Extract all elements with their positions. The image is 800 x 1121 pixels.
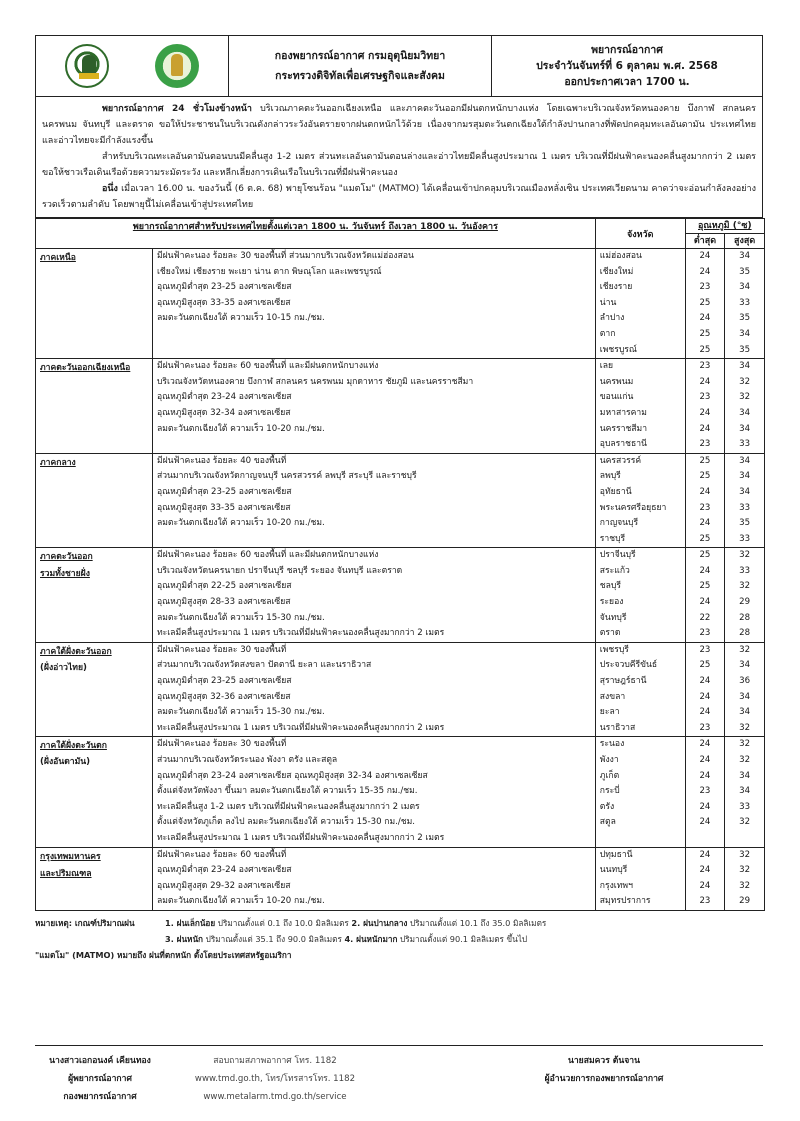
province-name: เชียงใหม่	[599, 266, 634, 277]
province-name: กรุงเทพฯ	[599, 880, 633, 891]
province-list	[595, 642, 685, 737]
forecaster-role: ผู้พยากรณ์อากาศ	[68, 1074, 132, 1084]
max-temp: 28	[739, 628, 751, 639]
description-line: ลมตะวันตกเฉียงใต้ ความเร็ว 15-30 กม./ชม.	[156, 612, 325, 623]
min-temp: 23	[699, 896, 711, 907]
min-temp: 23	[699, 439, 711, 450]
province-name: ภูเก็ต	[599, 770, 620, 781]
province-list	[595, 453, 685, 548]
description-line: บริเวณจังหวัดนครนายก ปราจีนบุรี ชลบุรี ระยอง จันทบุรี และตราด	[156, 565, 403, 576]
min-temp: 24	[699, 865, 711, 876]
summary-paragraph-2: สำหรับบริเวณทะเลอันดามันตอนบนมีคลื่นสูง 1-2 เมตร ส่วนทะเลอันดามันตอนล่างและอ่าวไทยมีคลื่นสูงประมาณ 1 เมตร บริเวณที่มีฝนฟ้าคะนองคลื่นสูงมากกว่า 2 เมตร ขอให้ชาวเรือเดินเรือด้วยความระมัดระวัง และหลีกเลี่ยงการเดินเรือในบริเวณที่มีฝนฟ้าคะนอง	[42, 152, 756, 178]
forecaster-department: กองพยากรณ์อากาศ	[63, 1092, 137, 1102]
province-name: ระยอง	[599, 597, 624, 608]
min-temp: 24	[699, 817, 711, 828]
max-temp: 34	[739, 251, 751, 261]
description-line: ส่วนมากบริเวณจังหวัดระนอง พังงา ตรัง และสตูล	[156, 755, 338, 765]
description-line: ลมตะวันตกเฉียงใต้ ความเร็ว 10-20 กม./ชม.	[156, 423, 325, 434]
min-temp: 24	[699, 801, 711, 812]
description-line: อุณหภูมิต่ำสุด 23-25 องศาเซลเซียส	[156, 676, 292, 687]
max-temp: 33	[739, 565, 751, 576]
min-temp: 24	[699, 423, 711, 434]
max-temp: 34	[739, 328, 751, 339]
min-temp: 25	[699, 344, 711, 355]
description-line: ลมตะวันตกเฉียงใต้ ความเร็ว 10-20 กม./ชม.	[156, 518, 325, 529]
description-line: ส่วนมากบริเวณจังหวัดสงขลา ปัตตานี ยะลา และนราธิวาส	[156, 660, 372, 671]
max-temp: 34	[739, 282, 751, 293]
min-temp-list	[685, 359, 725, 454]
min-temp-list	[685, 642, 725, 737]
province-name: ขอนแก่น	[599, 392, 634, 403]
max-temp: 34	[739, 455, 751, 466]
min-temp: 25	[699, 581, 711, 592]
min-temp: 24	[699, 707, 711, 718]
logos-cell	[36, 36, 229, 96]
region-row	[36, 359, 765, 454]
description-line: มีฝนฟ้าคะนอง ร้อยละ 60 ของพื้นที่ และมีฝนตกหนักบางแห่ง	[156, 550, 379, 561]
min-temp: 24	[699, 755, 711, 765]
min-temp: 24	[699, 597, 711, 608]
province-name: สระแก้ว	[599, 565, 630, 576]
province-name: มหาสารคาม	[599, 407, 647, 418]
max-temp: 34	[739, 486, 751, 497]
province-name: นครพนม	[599, 376, 634, 387]
province-name: ปราจีนบุรี	[599, 550, 636, 561]
region-name: ภาคตะวันออก	[40, 552, 93, 563]
region-subtitle: (ฝั่งอ่าวไทย)	[40, 662, 87, 673]
contact-info	[165, 1052, 385, 1106]
region-name: ภาคตะวันออกเฉียงเหนือ	[40, 363, 131, 374]
min-temp: 23	[699, 644, 711, 655]
min-temp: 25	[699, 533, 711, 544]
region-name: ภาคเหนือ	[40, 253, 76, 263]
min-temp: 24	[699, 880, 711, 891]
max-temp: 32	[739, 849, 751, 860]
summary-paragraph-3	[42, 181, 756, 213]
min-temp: 24	[699, 691, 711, 702]
description-line: ตั้งแต่จังหวัดภูเก็ต ลงไป ลมตะวันตกเฉียงใต้ ความเร็ว 15-30 กม./ชม.	[156, 817, 416, 828]
description-line: ลมตะวันตกเฉียงใต้ ความเร็ว 10-15 กม./ชม.	[156, 313, 325, 324]
forecast-summary	[35, 97, 763, 218]
max-temp: 35	[739, 518, 751, 529]
max-temp: 34	[739, 471, 751, 482]
max-temp: 34	[739, 707, 751, 718]
description-line: ทะเลมีคลื่นสูงประมาณ 1 เมตร บริเวณที่มีฝนฟ้าคะนองคลื่นสูงมากกว่า 2 เมตร	[156, 722, 445, 733]
max-temp-list	[725, 453, 765, 548]
min-temp: 24	[699, 770, 711, 781]
max-temp-list	[725, 642, 765, 737]
summary-text: บริเวณภาคตะวันออกเฉียงเหนือ และภาคตะวันออกมีฝนตกหนักบางแห่ง โดยเฉพาะบริเวณจังหวัดหนองคาย บึงกาฬ สกลนคร นครพนม จันทบุรี และตราด ขอให้ประชาชนในบริเวณดังกล่าวระวังอันตรายจากฝนตกหนักไว้ด้วย เนื่องจากมรสุมตะวันตกเฉียงใต้กำลังปานกลางที่พัดปกคลุมทะเลอันดามัน ประเทศไทย และอ่าวไทยจะมีกำลังแรงขึ้น	[42, 104, 756, 146]
min-temp: 24	[699, 251, 711, 261]
min-temp: 24	[699, 518, 711, 529]
min-temp: 25	[699, 550, 711, 561]
max-temp: 28	[739, 612, 751, 623]
regional-forecast-table	[35, 218, 765, 911]
region-subtitle: รวมทั้งชายฝั่ง	[40, 569, 90, 580]
document-footer	[35, 1045, 763, 1106]
region-row	[36, 453, 765, 548]
description-line: อุณหภูมิสูงสุด 32-36 องศาเซลเซียส	[156, 691, 291, 702]
max-temp: 34	[739, 660, 751, 671]
region-row	[36, 548, 765, 643]
province-name: กาญจนบุรี	[599, 518, 639, 529]
min-temp: 25	[699, 660, 711, 671]
province-name: อุทัยธานี	[599, 486, 632, 497]
province-name: นราธิวาส	[599, 722, 636, 733]
region-description	[152, 359, 595, 454]
min-temp: 23	[699, 361, 711, 372]
max-temp: 35	[739, 266, 751, 277]
min-temp: 25	[699, 455, 711, 466]
description-line: ตั้งแต่จังหวัดพังงา ขึ้นมา ลมตะวันตกเฉียงใต้ ความเร็ว 15-35 กม./ชม.	[156, 786, 418, 797]
province-name: ประจวบคีรีขันธ์	[599, 660, 658, 671]
notes-label: หมายเหตุ: เกณฑ์ปริมาณฝน	[35, 917, 135, 928]
region-name-cell	[36, 548, 153, 643]
min-temp-list	[685, 737, 725, 847]
table-heading: พยากรณ์อากาศสำหรับประเทศไทยตั้งแต่เวลา 1800 น. วันจันทร์ ถึงเวลา 1800 น. วันอังคาร	[36, 219, 596, 249]
max-temp: 36	[739, 676, 751, 687]
max-temp: 34	[739, 786, 751, 797]
description-line: อุณหภูมิต่ำสุด 23-25 องศาเซลเซียส	[156, 282, 292, 293]
description-line: บริเวณจังหวัดหนองคาย บึงกาฬ สกลนคร นครพนม มุกดาหาร ชัยภูมิ และนครราชสีมา	[156, 376, 474, 387]
description-line: มีฝนฟ้าคะนอง ร้อยละ 30 ของพื้นที่	[156, 644, 287, 655]
min-temp: 24	[699, 676, 711, 687]
description-line: ลมตะวันตกเฉียงใต้ ความเร็ว 15-30 กม./ชม.	[156, 707, 325, 718]
min-temp: 24	[699, 739, 711, 750]
region-subtitle: (ฝั่งอันดามัน)	[40, 757, 91, 768]
description-line: อุณหภูมิสูงสุด 33-35 องศาเซลเซียส	[156, 297, 291, 308]
min-temp-list	[685, 548, 725, 643]
max-temp: 34	[739, 407, 751, 418]
region-name-cell	[36, 737, 153, 847]
province-list	[595, 359, 685, 454]
min-temp: 23	[699, 392, 711, 403]
description-line: อุณหภูมิต่ำสุด 22-25 องศาเซลเซียส	[156, 581, 292, 592]
region-name-cell	[36, 359, 153, 454]
province-name: สตูล	[599, 817, 616, 828]
province-list	[595, 548, 685, 643]
region-name-cell	[36, 642, 153, 737]
ministry-logo	[155, 44, 199, 88]
province-name: ลำปาง	[599, 313, 625, 324]
department-name: กองพยากรณ์อากาศ กรมอุตุนิยมวิทยา	[274, 50, 446, 62]
province-list	[595, 847, 685, 910]
description-line: อุณหภูมิสูงสุด 33-35 องศาเซลเซียส	[156, 502, 291, 513]
max-temp: 33	[739, 502, 751, 513]
region-name: ภาคใต้ฝั่งตะวันออก	[40, 646, 112, 657]
max-temp-list	[725, 359, 765, 454]
province-name: เลย	[599, 361, 614, 372]
province-name: ปทุมธานี	[599, 849, 633, 860]
max-temp: 29	[739, 597, 751, 608]
province-name: ระนอง	[599, 739, 625, 750]
max-temp: 32	[739, 865, 751, 876]
description-line: ทะเลมีคลื่นสูงประมาณ 1 เมตร บริเวณที่มีฝนฟ้าคะนองคลื่นสูงมากกว่า 2 เมตร	[156, 832, 445, 843]
province-name: กระบี่	[599, 786, 620, 797]
description-line: มีฝนฟ้าคะนอง ร้อยละ 30 ของพื้นที่	[156, 739, 287, 750]
province-name: นนทบุรี	[599, 865, 628, 876]
max-temp: 32	[739, 376, 751, 387]
max-temp-list	[725, 737, 765, 847]
description-line: ทะเลมีคลื่นสูงประมาณ 1 เมตร บริเวณที่มีฝนฟ้าคะนองคลื่นสูงมากกว่า 2 เมตร	[156, 628, 445, 639]
description-line: เชียงใหม่ เชียงราย พะเยา น่าน ตาก พิษณุโลก และเพชรบูรณ์	[156, 266, 382, 277]
min-temp: 23	[699, 628, 711, 639]
province-name: ตรัง	[599, 801, 615, 812]
region-name-cell	[36, 847, 153, 910]
contact-phone: สอบถามสภาพอากาศ โทร. 1182	[213, 1056, 337, 1066]
forecast-date: ประจำวันจันทร์ที่ 6 ตุลาคม พ.ศ. 2568	[536, 60, 718, 72]
min-temp-list	[685, 453, 725, 548]
max-temp: 29	[739, 896, 751, 907]
min-temp: 25	[699, 328, 711, 339]
min-temp: 24	[699, 313, 711, 324]
region-row	[36, 847, 765, 910]
description-line: อุณหภูมิสูงสุด 28-33 องศาเซลเซียส	[156, 597, 291, 608]
description-line: ทะเลมีคลื่นสูง 1-2 เมตร บริเวณที่มีฝนฟ้าคะนองคลื่นสูงมากกว่า 2 เมตร	[156, 801, 420, 812]
ministry-name: กระทรวงดิจิทัลเพื่อเศรษฐกิจและสังคม	[275, 70, 445, 82]
description-line: อุณหภูมิสูงสุด 32-34 องศาเซลเซียส	[156, 407, 291, 418]
max-temp: 33	[739, 439, 751, 450]
description-line: ลมตะวันตกเฉียงใต้ ความเร็ว 10-20 กม./ชม.	[156, 896, 325, 907]
contact-website-link[interactable]: www.tmd.go.th, โทร/โทรสารโทร. 1182	[194, 1074, 356, 1084]
min-temp: 24	[699, 565, 711, 576]
min-column-header: ต่ำสุด	[685, 234, 725, 249]
region-description	[152, 642, 595, 737]
forecaster-signature	[35, 1052, 165, 1106]
province-list	[595, 737, 685, 847]
max-temp: 32	[739, 581, 751, 592]
min-temp: 22	[699, 612, 711, 623]
min-temp-list	[685, 249, 725, 359]
forecast-title-cell	[492, 36, 762, 96]
max-temp: 32	[739, 739, 751, 750]
region-name-cell	[36, 249, 153, 359]
summary-heading: พยากรณ์อากาศ 24 ชั่วโมงข้างหน้า	[102, 104, 252, 114]
issue-time: ออกประกาศเวลา 1700 น.	[564, 76, 690, 88]
max-temp: 32	[739, 392, 751, 403]
province-name: ตราด	[599, 628, 621, 639]
province-name: สงขลา	[599, 691, 626, 702]
max-temp: 32	[739, 880, 751, 891]
summary-note-text: เมื่อเวลา 16.00 น. ของวันนี้ (6 ต.ค. 68) พายุโซนร้อน "แมตโม" (MATMO) ได้เคลื่อนเข้าปกคลุมบริเวณเมืองหลั่งเซิน ประเทศเวียดนาม คาดว่าจะอ่อนกำลังลงอย่างรวดเร็วตามลำดับ โดยพายุนี้ไม่เคลื่อนเข้าสู่ประเทศไทย	[42, 184, 756, 210]
rain-criteria-line-2: 3. ฝนหนัก ปริมาณตั้งแต่ 35.1 ถึง 90.0 มิลลิเมตร 4. ฝนหนักมาก ปริมาณตั้งแต่ 90.1 มิลลิเมตร ขึ้นไป	[165, 933, 528, 944]
min-temp-list	[685, 847, 725, 910]
province-name: ลพบุรี	[599, 471, 621, 482]
province-name: อุบลราชธานี	[599, 439, 647, 450]
storm-name-note: "แมตโม" (MATMO) หมายถึง ฝนที่ตกหนัก ตั้งโดยประเทศสหรัฐอเมริกา	[35, 949, 292, 960]
region-row	[36, 249, 765, 359]
province-name: นครราชสีมา	[599, 423, 648, 434]
description-line: ส่วนมากบริเวณจังหวัดกาญจนบุรี นครสวรรค์ ลพบุรี สระบุรี และราชบุรี	[156, 471, 417, 482]
province-name: ราชบุรี	[599, 533, 626, 544]
province-name: พังงา	[599, 755, 619, 765]
region-name: ภาคกลาง	[40, 457, 76, 468]
province-name: แม่ฮ่องสอน	[599, 251, 642, 261]
description-line: มีฝนฟ้าคะนอง ร้อยละ 60 ของพื้นที่	[156, 849, 287, 860]
region-row	[36, 737, 765, 847]
director-role: ผู้อำนวยการกองพยากรณ์อากาศ	[544, 1074, 664, 1084]
region-row	[36, 642, 765, 737]
max-temp: 34	[739, 691, 751, 702]
rain-criteria-notes	[35, 915, 763, 963]
min-temp: 24	[699, 486, 711, 497]
max-temp: 33	[739, 533, 751, 544]
max-temp: 34	[739, 770, 751, 781]
province-column-header: จังหวัด	[595, 219, 685, 249]
department-cell	[229, 36, 492, 96]
province-name: เชียงราย	[599, 282, 633, 293]
max-temp: 32	[739, 722, 751, 733]
province-name: เพชรบุรี	[599, 644, 629, 655]
description-line: อุณหภูมิต่ำสุด 23-25 องศาเซลเซียส	[156, 486, 292, 497]
region-description	[152, 847, 595, 910]
min-temp: 23	[699, 722, 711, 733]
region-name: ภาคใต้ฝั่งตะวันตก	[40, 741, 107, 752]
max-temp: 32	[739, 550, 751, 561]
region-description	[152, 249, 595, 359]
summary-paragraph-1	[42, 101, 756, 149]
province-name: ชลบุรี	[599, 581, 621, 592]
province-name: นครสวรรค์	[599, 455, 642, 466]
max-column-header: สูงสุด	[725, 234, 765, 249]
min-temp: 25	[699, 297, 711, 308]
max-temp: 35	[739, 313, 751, 324]
province-name: น่าน	[599, 297, 617, 308]
forecaster-name: นางสาวเอกอนงค์ เคียนทอง	[49, 1056, 151, 1066]
max-temp: 35	[739, 344, 751, 355]
region-description	[152, 453, 595, 548]
province-name: พระนครศรีอยุธยา	[599, 502, 667, 513]
rain-criteria-line-1: 1. ฝนเล็กน้อย ปริมาณตั้งแต่ 0.1 ถึง 10.0 มิลลิเมตร 2. ฝนปานกลาง ปริมาณตั้งแต่ 10.1 ถึง 35.0 มิลลิเมตร	[165, 917, 547, 928]
max-temp: 32	[739, 817, 751, 828]
province-name: ยะลา	[599, 707, 620, 718]
document-header	[35, 35, 763, 97]
min-temp: 24	[699, 849, 711, 860]
forecast-document	[35, 35, 763, 963]
max-temp-list	[725, 847, 765, 910]
province-name: จันทบุรี	[599, 612, 627, 623]
province-list	[595, 249, 685, 359]
max-temp: 32	[739, 755, 751, 765]
min-temp: 23	[699, 786, 711, 797]
min-temp: 25	[699, 471, 711, 482]
description-line: อุณหภูมิต่ำสุด 23-24 องศาเซลเซียส	[156, 392, 292, 403]
max-temp-list	[725, 249, 765, 359]
summary-note-heading: อนึ่ง	[102, 184, 118, 194]
province-name: สมุทรปราการ	[599, 896, 651, 907]
region-description	[152, 548, 595, 643]
description-line: มีฝนฟ้าคะนอง ร้อยละ 30 ของพื้นที่ ส่วนมากบริเวณจังหวัดแม่ฮ่องสอน	[156, 251, 414, 261]
description-line: มีฝนฟ้าคะนอง ร้อยละ 40 ของพื้นที่	[156, 455, 287, 466]
max-temp: 34	[739, 423, 751, 434]
min-temp: 23	[699, 282, 711, 293]
max-temp: 34	[739, 361, 751, 372]
max-temp: 33	[739, 297, 751, 308]
min-temp: 24	[699, 266, 711, 277]
description-line: อุณหภูมิต่ำสุด 23-24 องศาเซลเซียส	[156, 865, 292, 876]
min-temp: 24	[699, 376, 711, 387]
min-temp: 23	[699, 502, 711, 513]
province-name: สุราษฎร์ธานี	[599, 676, 647, 687]
service-website-link[interactable]: www.metalarm.tmd.go.th/service	[203, 1092, 347, 1102]
director-signature	[385, 1052, 763, 1106]
province-name: เพชรบูรณ์	[599, 344, 637, 355]
min-temp: 24	[699, 407, 711, 418]
temperature-column-header: อุณหภูมิ (°ซ)	[685, 219, 764, 234]
region-subtitle: และปริมณฑล	[40, 868, 92, 879]
description-line: อุณหภูมิต่ำสุด 23-24 องศาเซลเซียส อุณหภูมิสูงสุด 32-34 องศาเซลเซียส	[156, 770, 428, 781]
region-name: กรุงเทพมหานคร	[40, 851, 101, 862]
region-description	[152, 737, 595, 847]
province-name: ตาก	[599, 328, 616, 339]
max-temp-list	[725, 548, 765, 643]
max-temp: 33	[739, 801, 751, 812]
director-name: นายสมควร ต้นจาน	[567, 1056, 641, 1066]
max-temp: 32	[739, 644, 751, 655]
forecast-title: พยากรณ์อากาศ	[591, 44, 663, 56]
description-line: มีฝนฟ้าคะนอง ร้อยละ 60 ของพื้นที่ และมีฝนตกหนักบางแห่ง	[156, 361, 379, 372]
tmd-emblem-logo	[65, 44, 109, 88]
region-name-cell	[36, 453, 153, 548]
description-line: อุณหภูมิสูงสุด 29-32 องศาเซลเซียส	[156, 880, 291, 891]
